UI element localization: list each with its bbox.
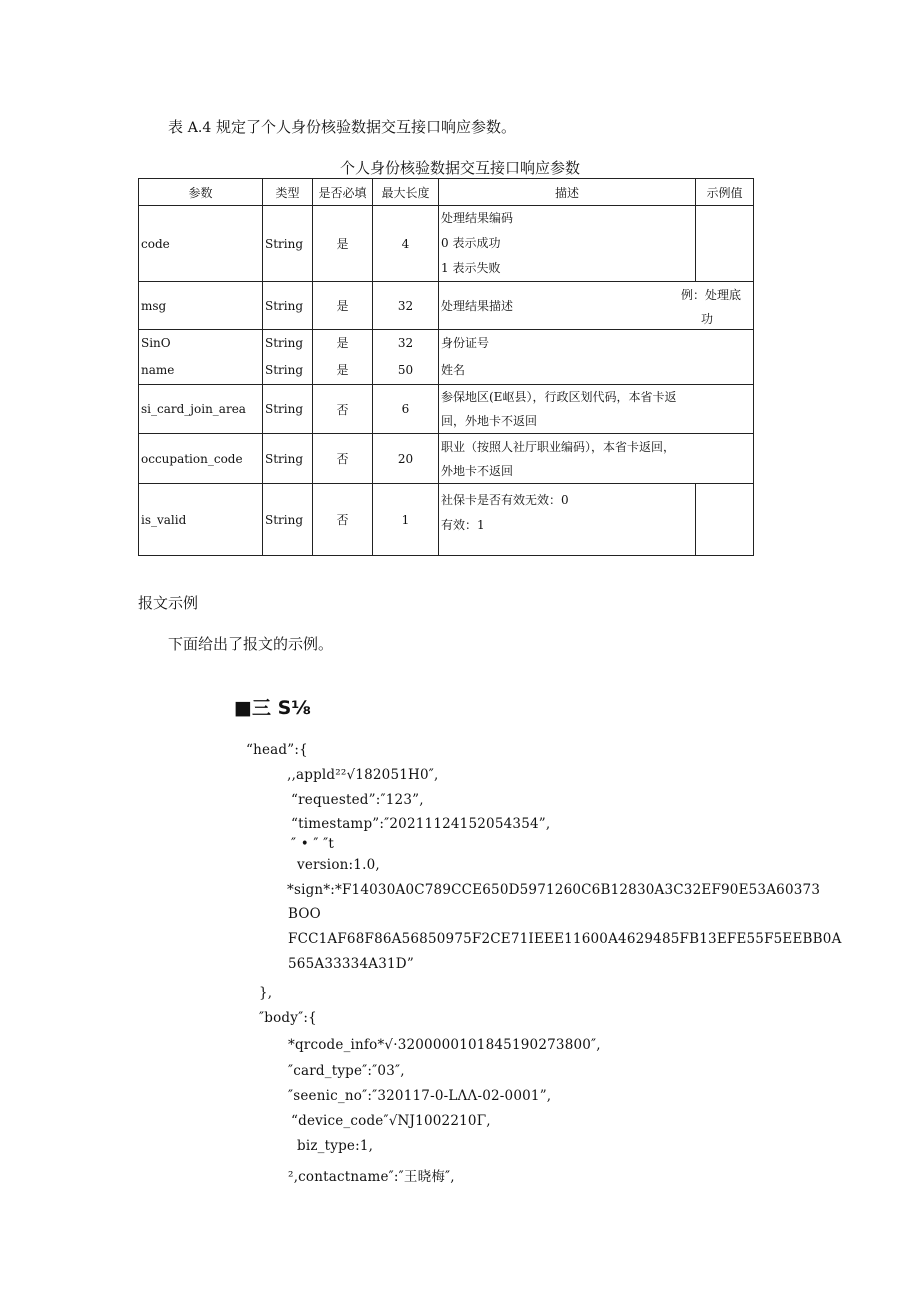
table-row (139, 206, 754, 282)
type-cell: String (263, 282, 313, 330)
code-line: biz_type:1, (297, 1138, 374, 1154)
header-example: 示例值 (696, 179, 754, 206)
code-line: “device_code″√NJ1002210Γ, (291, 1113, 491, 1129)
max-length-cell: 4 (373, 206, 439, 282)
example-cell (696, 206, 754, 282)
description-line: 回，外地卡不返回 (441, 414, 538, 428)
type-line: String (265, 363, 304, 377)
description-line: 职业（按照人社厅职业编码），本省卡返回， (441, 439, 676, 454)
param-line: name (141, 363, 175, 377)
description-line: 处理结果描述 (441, 299, 514, 313)
param-cell: si_card_join_area (139, 385, 263, 434)
code-line: “timestamp”:″20211124152054354”, (291, 816, 551, 832)
table-row (139, 330, 754, 385)
header-type: 类型 (263, 179, 313, 206)
required-cell: 否 (313, 434, 373, 484)
description-line: 有效：1 (441, 518, 485, 532)
description-cell (439, 206, 696, 282)
code-line: BOO (288, 906, 321, 922)
param-cell: is_valid (139, 484, 263, 556)
description-line: 1 表示失败 (441, 261, 501, 275)
description-line: 参保地区(E岖县），行政区划代码，本省卡返 (441, 390, 677, 404)
description-line: 社保卡是否有效无效：0 (441, 493, 569, 507)
intro-prefix: 表 (168, 118, 184, 136)
example-line: 功 (701, 312, 714, 326)
description-cell (439, 385, 754, 434)
description-line: 处理结果编码 (441, 211, 514, 225)
example-cell (696, 484, 754, 556)
type-cell: String (263, 385, 313, 434)
max-length-cell: 6 (373, 385, 439, 434)
param-cell: occupation_code (139, 434, 263, 484)
example-line: 例：处理底 (680, 288, 741, 302)
required-cell (313, 330, 373, 385)
table-caption: 个人身份核验数据交互接口响应参数 (339, 159, 580, 177)
max-length-line: 32 (397, 336, 414, 350)
description-cell (439, 330, 754, 385)
code-line: 565A33334A31D” (288, 956, 414, 972)
table-header-row (139, 179, 754, 206)
type-cell (263, 330, 313, 385)
code-line: *qrcode_info*√·3200000101845190273800″, (288, 1037, 601, 1053)
code-line: version:1.0, (297, 857, 380, 873)
description-line: 外地卡不返回 (441, 463, 514, 478)
param-line: SinO (141, 336, 171, 350)
description-cell (439, 434, 754, 484)
required-line: 是 (336, 336, 349, 350)
code-line: ²‚contactname″:″王晓梅″, (288, 1169, 455, 1185)
response-params-table (138, 178, 754, 556)
type-cell: String (263, 434, 313, 484)
description-cell (439, 282, 754, 330)
table-row (139, 484, 754, 556)
table-row (139, 434, 754, 484)
required-cell: 否 (313, 385, 373, 434)
table-row (139, 385, 754, 434)
max-length-cell: 20 (373, 434, 439, 484)
description-line: 姓名 (441, 363, 466, 377)
type-cell: String (263, 206, 313, 282)
header-description: 描述 (439, 179, 696, 206)
code-line: ‚‚appld²²√182051H0″, (287, 767, 439, 783)
intro-text: 规定了个人身份核验数据交互接口响应参数。 (216, 118, 517, 136)
description-cell (439, 484, 696, 556)
param-cell: code (139, 206, 263, 282)
code-line: ″seenic_no″:″320117-0-LΛΛ-02-0001”, (288, 1088, 552, 1104)
max-length-cell (373, 330, 439, 385)
param-cell (139, 330, 263, 385)
code-line: ″body″:{ (259, 1010, 317, 1026)
code-line: }, (259, 985, 273, 1001)
required-cell: 否 (313, 484, 373, 556)
code-line: ″ • ″ ″t (291, 836, 334, 852)
code-line: FCC1AF68F86A56850975F2CE71IEEE11600A4629485FB13EFE55F5EEBB0A (288, 931, 842, 947)
code-heading: ■三 S⅛ (234, 697, 311, 719)
type-cell: String (263, 484, 313, 556)
required-line: 是 (336, 363, 349, 377)
description-line: 身份证号 (441, 336, 490, 350)
param-cell: msg (139, 282, 263, 330)
required-cell: 是 (313, 206, 373, 282)
table-reference: A.4 (187, 120, 212, 136)
max-length-cell: 1 (373, 484, 439, 556)
required-cell: 是 (313, 282, 373, 330)
type-line: String (265, 336, 304, 350)
max-length-line: 50 (397, 363, 414, 377)
section-intro: 下面给出了报文的示例。 (168, 635, 334, 653)
description-line: 0 表示成功 (441, 236, 501, 250)
code-line: ″card_type″:″03″, (288, 1063, 405, 1079)
code-line: “head”:{ (246, 742, 308, 758)
header-required: 是否必填 (313, 179, 373, 206)
max-length-cell: 32 (373, 282, 439, 330)
header-param: 参数 (139, 179, 263, 206)
header-max-length: 最大长度 (373, 179, 439, 206)
code-line: *sign*:*F14030A0C789CCE650D5971260C6B12830A3C32EF90E53A60373 (287, 882, 821, 898)
code-line: “requested”:″123”, (291, 792, 424, 808)
intro-paragraph (168, 116, 516, 137)
section-title: 报文示例 (138, 594, 199, 612)
table-row (139, 282, 754, 330)
